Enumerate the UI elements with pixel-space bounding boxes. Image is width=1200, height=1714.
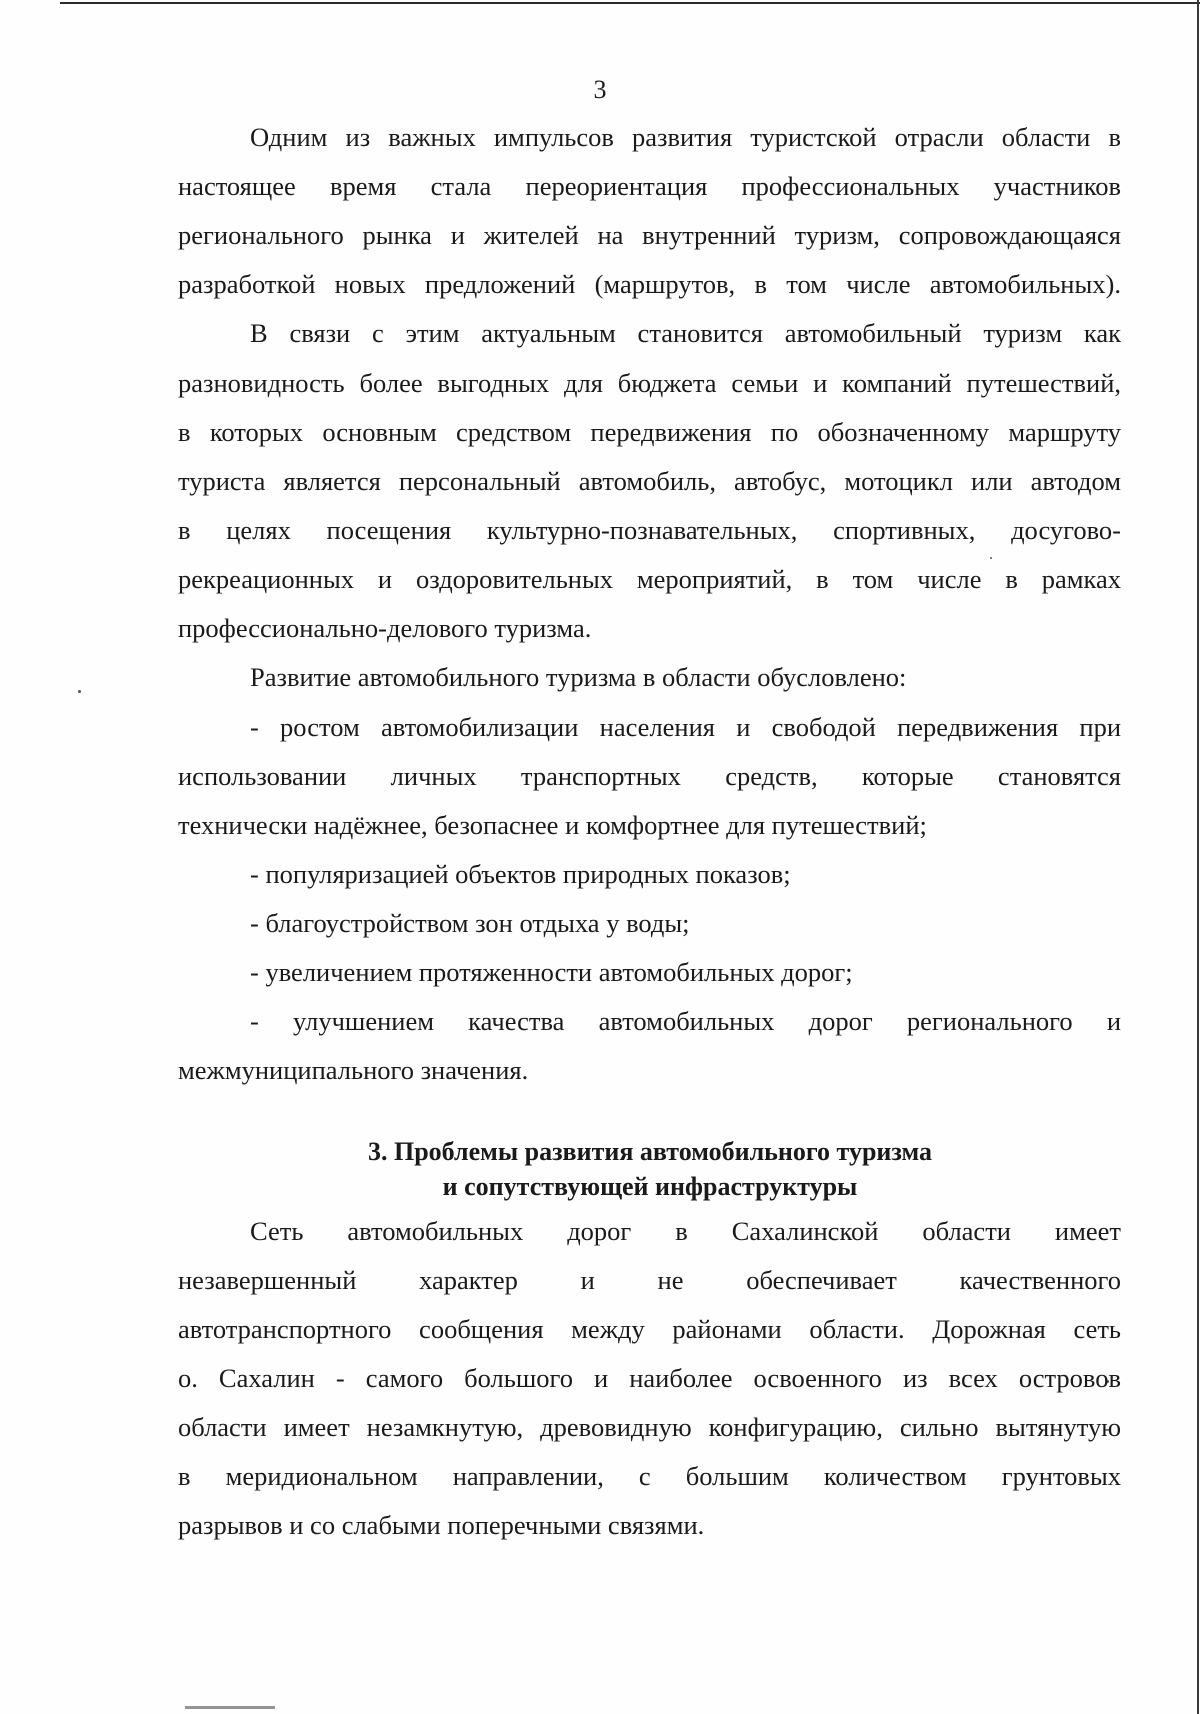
text-line: в целях посещения культурно-познавательных, спортивных, досугово- bbox=[178, 515, 1121, 545]
list-item-line: межмуниципального значения. bbox=[178, 1055, 529, 1085]
text-line: разновидность более выгодных для бюджета семьи и компаний путешествий, bbox=[178, 368, 1121, 398]
text-line: профессионально-делового туризма. bbox=[178, 613, 592, 643]
list-item-line: - благоустройством зон отдыха у воды; bbox=[250, 908, 690, 938]
text-line: в меридиональном направлении, с большим количеством грунтовых bbox=[178, 1461, 1121, 1491]
text-line: Сеть автомобильных дорог в Сахалинской области имеет bbox=[250, 1216, 1121, 1246]
text-line: туриста является персональный автомобиль, автобус, мотоцикл или автодом bbox=[178, 466, 1121, 496]
list-item-line: - ростом автомобилизации населения и свободой передвижения при bbox=[250, 712, 1121, 742]
text-line: рекреационных и оздоровительных мероприятий, в том числе в рамках bbox=[178, 564, 1121, 594]
list-item-line: использовании личных транспортных средств, которые становятся bbox=[178, 761, 1121, 791]
scan-edge-right bbox=[1197, 0, 1199, 1714]
text-line: В связи с этим актуальным становится автомобильный туризм как bbox=[250, 318, 1121, 348]
section-heading-line-1: 3. Проблемы развития автомобильного туризма bbox=[367, 1137, 933, 1166]
scan-edge-top bbox=[60, 2, 1200, 4]
list-item-line: технически надёжнее, безопаснее и комфортнее для путешествий; bbox=[178, 810, 927, 840]
section-heading-line-2: и сопутствующей инфраструктуры bbox=[442, 1172, 858, 1201]
text-line: автотранспортного сообщения между районами области. Дорожная сеть bbox=[178, 1314, 1121, 1344]
text-line: области имеет незамкнутую, древовидную конфигурацию, сильно вытянутую bbox=[178, 1412, 1121, 1442]
text-line: Одним из важных импульсов развития туристской отрасли области в bbox=[250, 122, 1121, 152]
list-item-line: - популяризацией объектов природных показов; bbox=[250, 859, 791, 889]
scan-speck bbox=[990, 557, 992, 559]
scan-mark-bottom bbox=[185, 1706, 275, 1709]
page-number: 3 bbox=[593, 75, 607, 104]
text-line: настоящее время стала переориентация профессиональных участников bbox=[178, 171, 1121, 201]
text-line: разрывов и со слабыми поперечными связями. bbox=[178, 1510, 705, 1540]
text-line: в которых основным средством передвижения по обозначенному маршруту bbox=[178, 417, 1121, 447]
text-line: о. Сахалин - самого большого и наиболее освоенного из всех островов bbox=[178, 1363, 1121, 1393]
list-item-line: - увеличением протяженности автомобильных дорог; bbox=[250, 957, 853, 987]
list-item-line: - улучшением качества автомобильных дорог регионального и bbox=[250, 1006, 1121, 1036]
text-line: разработкой новых предложений (маршрутов, в том числе автомобильных). bbox=[178, 269, 1121, 299]
text-line: регионального рынка и жителей на внутренний туризм, сопровождающаяся bbox=[178, 220, 1121, 250]
scan-speck bbox=[78, 690, 81, 693]
text-line: Развитие автомобильного туризма в области обусловлено: bbox=[250, 662, 907, 692]
text-line: незавершенный характер и не обеспечивает качественного bbox=[178, 1265, 1121, 1295]
